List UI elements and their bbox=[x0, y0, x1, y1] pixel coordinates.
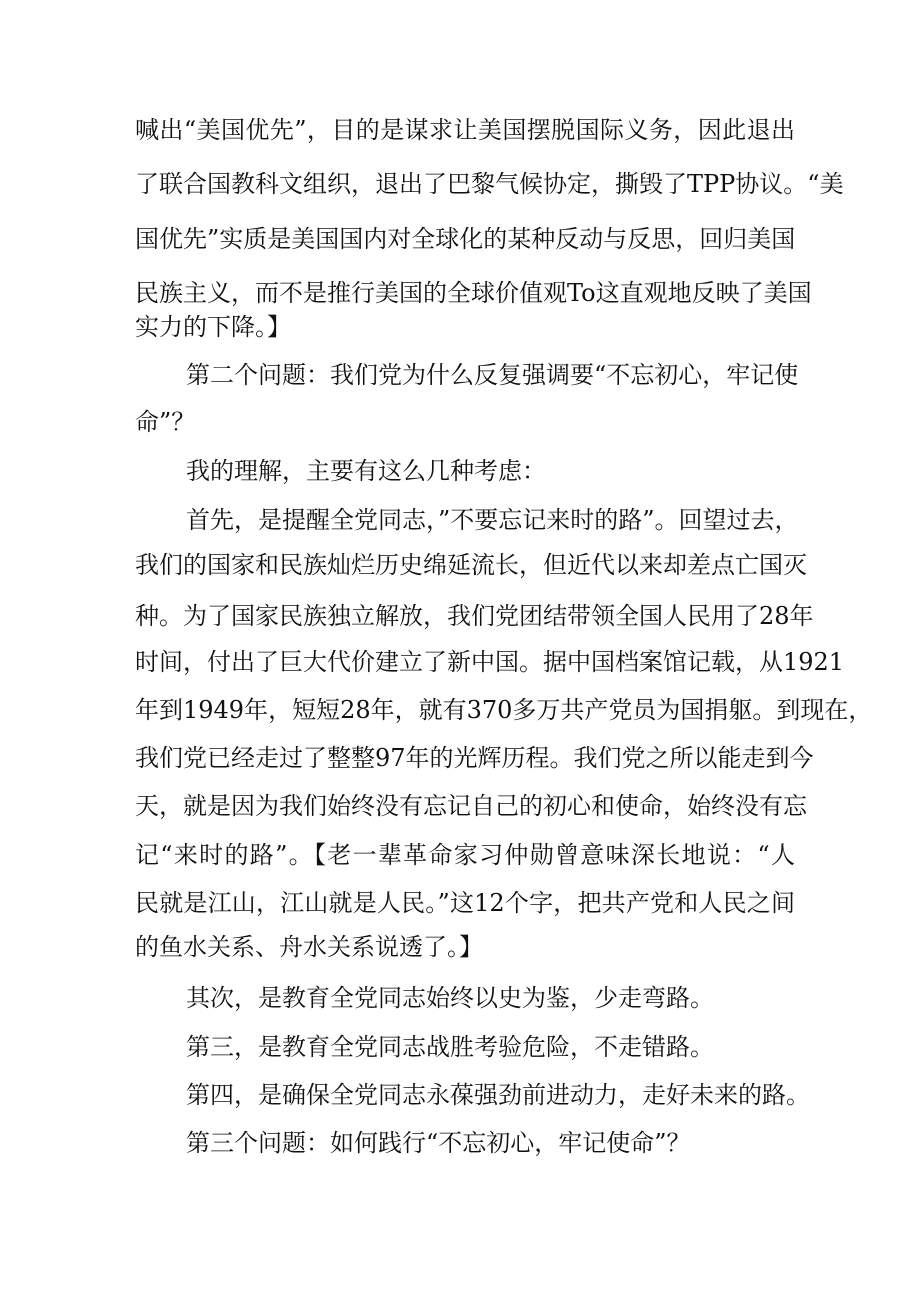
paragraph-start: 首先，是提醒全党同志，”不要忘记来时的路”。回望过去， bbox=[186, 506, 799, 534]
text-line: 实力的下降。】 bbox=[135, 313, 291, 341]
list-item: 第四，是确保全党同志永葆强劲前进动力，走好未来的路。 bbox=[186, 1081, 810, 1109]
paragraph-heading: 第二个问题：我们党为什么反复强调要“不忘初心，牢记使 bbox=[186, 361, 799, 389]
text-line: 我们党已经走过了整整97年的光辉历程。我们党之所以能走到今 bbox=[135, 744, 814, 772]
list-item: 其次，是教育全党同志始终以史为鉴，少走弯路。 bbox=[186, 984, 714, 1012]
text-line: 民就是江山，江山就是人民。”这12个字，把共产党和人民之间 bbox=[135, 889, 795, 917]
text-line: 我们的国家和民族灿烂历史绵延流长，但近代以来却差点亡国灭 bbox=[135, 551, 807, 579]
text-line: 喊出“美国优先”，目的是谋求让美国摆脱国际义务，因此退出 bbox=[135, 116, 795, 144]
text-line: 时间，付出了巨大代价建立了新中国。据中国档案馆记载，从1921 bbox=[135, 648, 845, 676]
paragraph-heading: 第三个问题：如何践行“不忘初心，牢记使命”？ bbox=[186, 1129, 691, 1157]
text-line: 国优先”实质是美国国内对全球化的某种反动与反思，回归美国 bbox=[135, 225, 796, 253]
text-line: 的鱼水关系、舟水关系说透了。】 bbox=[135, 933, 483, 961]
text-line: 天，就是因为我们始终没有忘记自己的初心和使命，始终没有忘 bbox=[135, 792, 807, 820]
text-line: 记“来时的路”。【老一辈革命家习仲勋曾意味深长地说：“人 bbox=[135, 841, 795, 869]
text-line: 命”？ bbox=[135, 408, 196, 436]
text-line: 种。为了国家民族独立解放，我们党团结带领全国人民用了28年 bbox=[135, 602, 814, 630]
text-line: 年到1949年，短短28年，就有370多万共产党员为国捐躯。到现在， bbox=[135, 696, 873, 724]
text-line: 我的理解，主要有这么几种考虑： bbox=[186, 457, 546, 485]
text-line: 了联合国教科文组织，退出了巴黎气候协定，撕毁了TPP协议。“美 bbox=[135, 170, 844, 198]
text-line: 民族主义，而不是推行美国的全球价值观To这直观地反映了美国 bbox=[135, 279, 812, 307]
list-item: 第三，是教育全党同志战胜考验危险，不走错路。 bbox=[186, 1033, 714, 1061]
